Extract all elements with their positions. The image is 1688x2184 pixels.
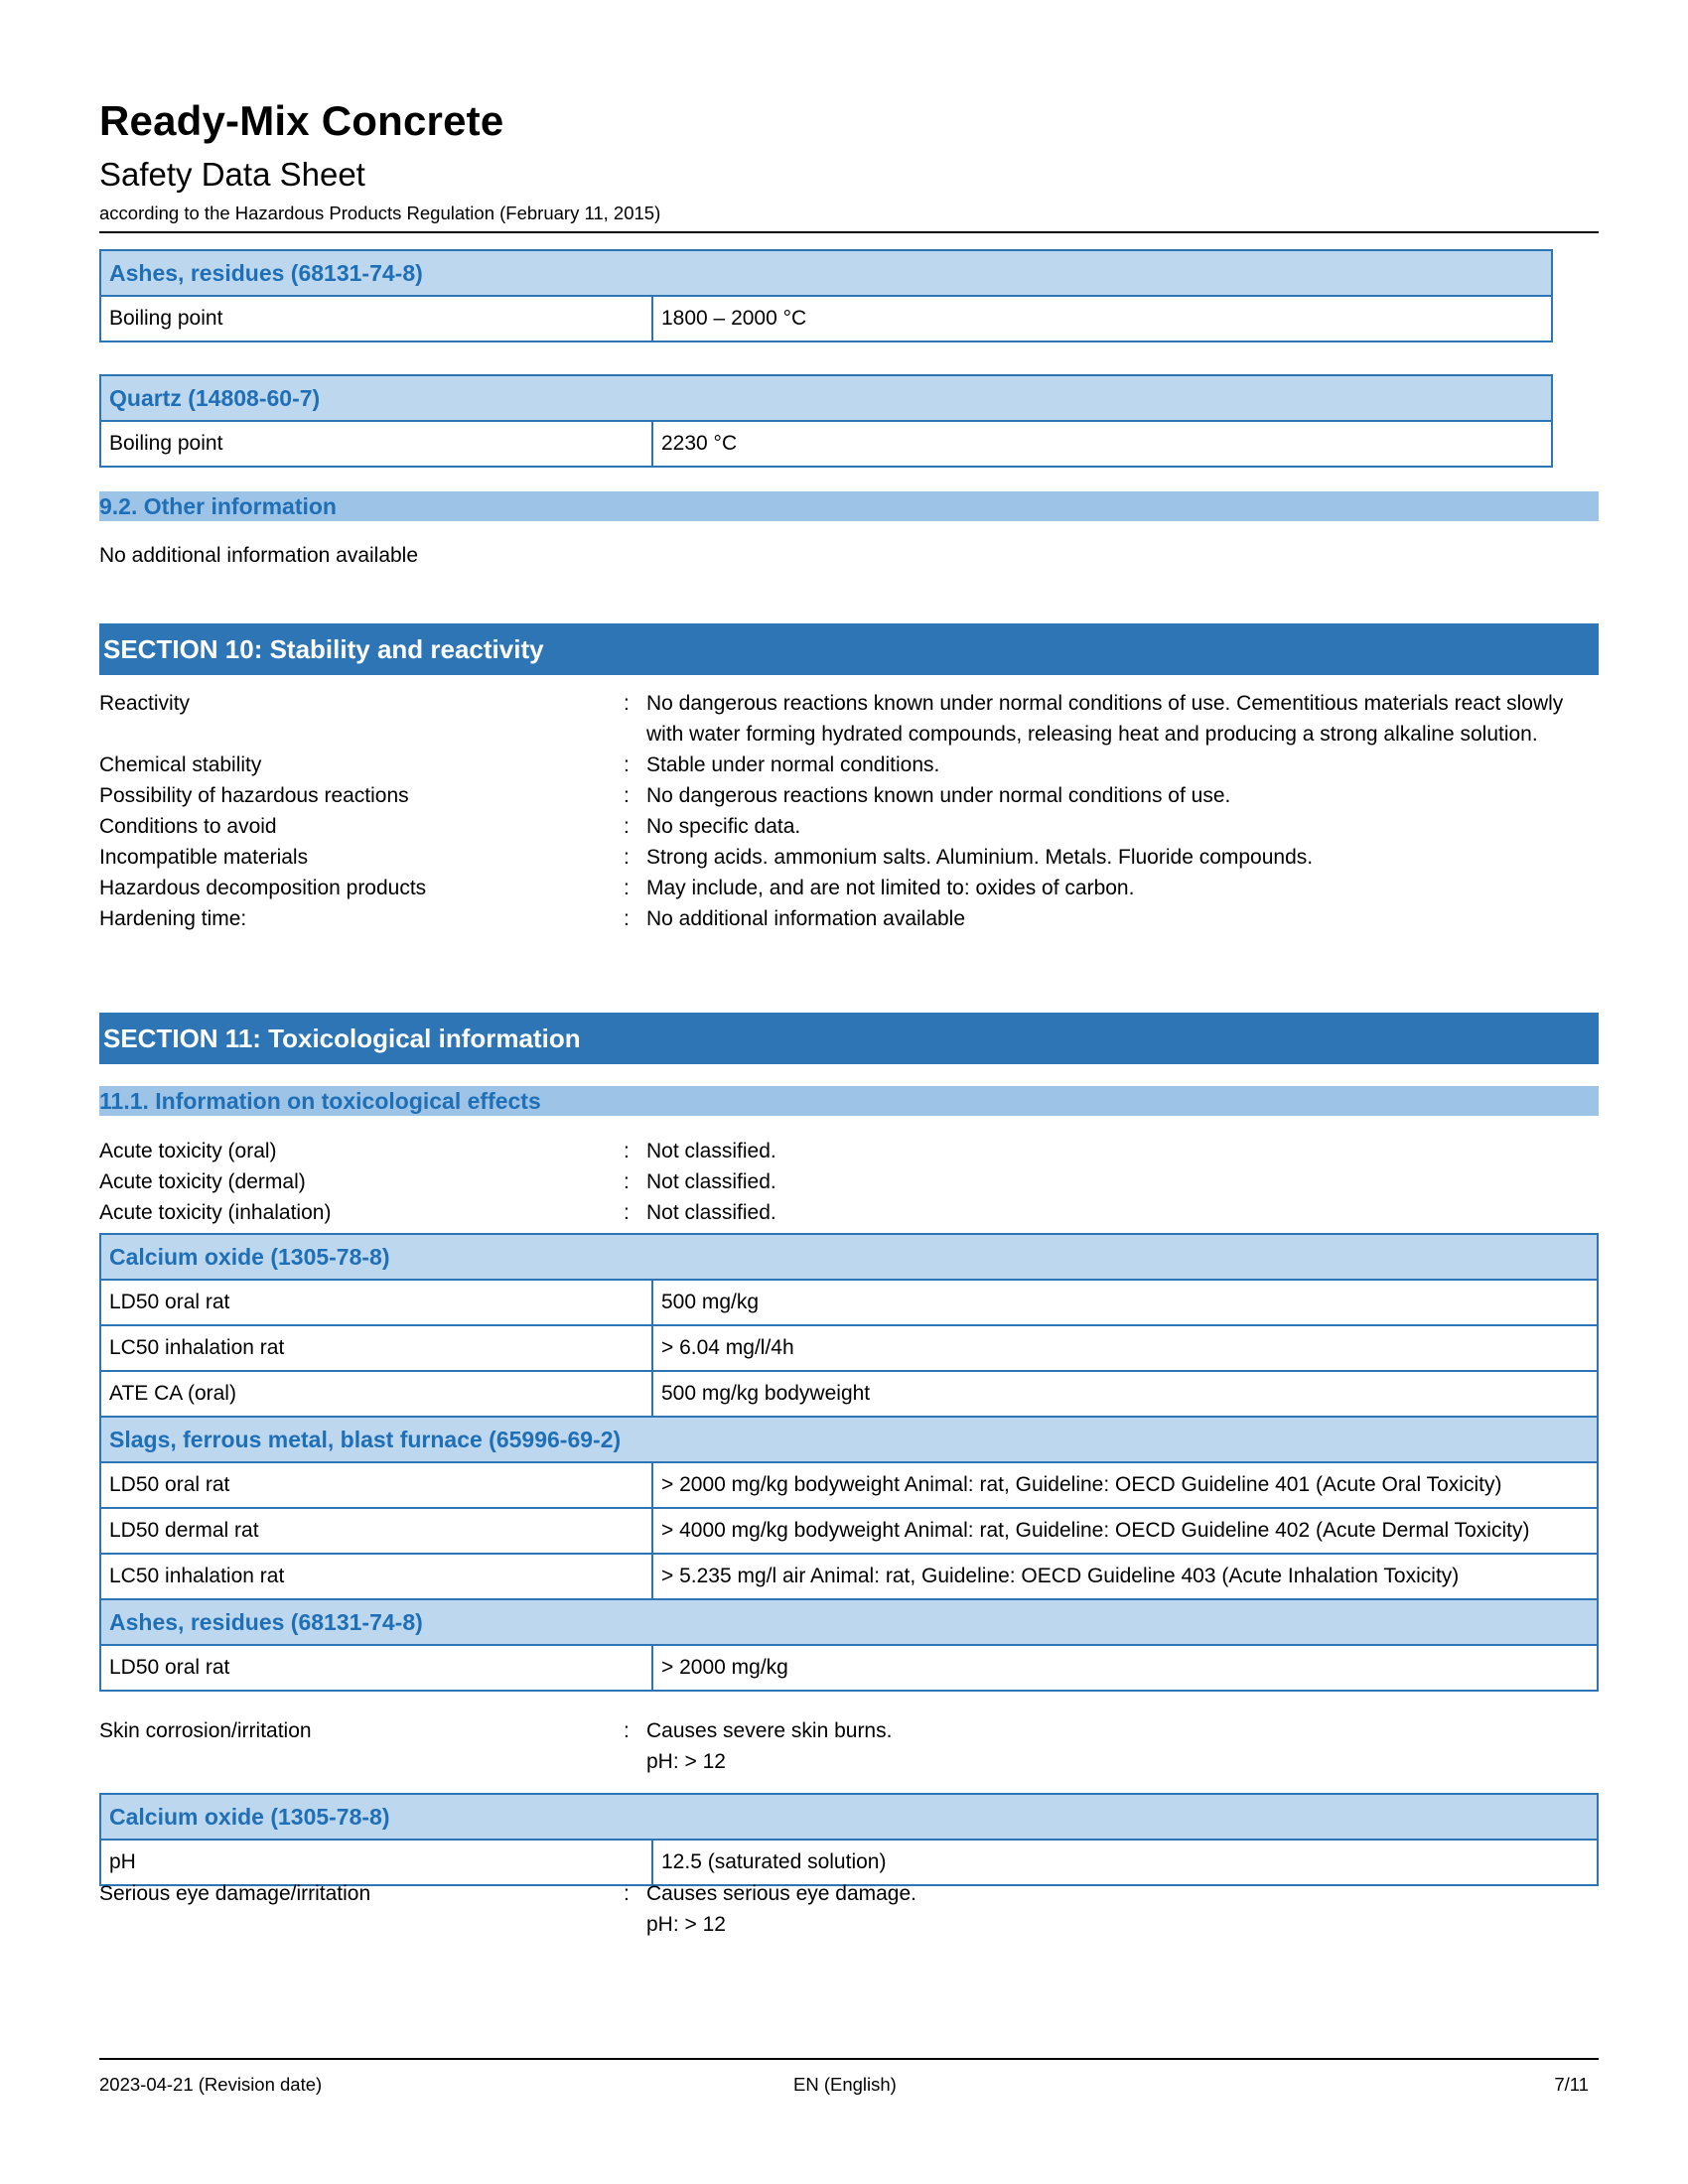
- list-item: Conditions to avoid : No specific data.: [99, 811, 1599, 842]
- table-row: [100, 1280, 1598, 1325]
- table-cell-value: 500 mg/kg: [652, 1280, 1598, 1325]
- quartz-boiling-table: [99, 374, 1553, 468]
- item-label: Acute toxicity (oral): [99, 1140, 277, 1162]
- toxicity-table: [99, 1233, 1599, 1692]
- table-cell-key: LD50 oral rat: [100, 1280, 652, 1325]
- table-header: Calcium oxide (1305-78-8): [100, 1234, 1598, 1280]
- stability-list: [99, 688, 1599, 934]
- item-label: Acute toxicity (dermal): [99, 1170, 306, 1193]
- table-cell-key: ATE CA (oral): [100, 1371, 652, 1417]
- table-cell-value: > 6.04 mg/l/4h: [652, 1325, 1598, 1371]
- item-label: Possibility of hazardous reactions: [99, 784, 409, 807]
- table-cell-value: > 5.235 mg/l air Animal: rat, Guideline: OECD Guideline 403 (Acute Inhalation Toxicity): [652, 1554, 1598, 1599]
- item-label: Chemical stability: [99, 753, 262, 776]
- table-row: [100, 1462, 1598, 1508]
- item-label: Conditions to avoid: [99, 815, 277, 838]
- item-value: No dangerous reactions known under normal conditions of use.: [646, 784, 1231, 807]
- table-cell-key: Boiling point: [100, 421, 652, 467]
- item-label: Reactivity: [99, 692, 191, 715]
- footer-page-number: 7/11: [1554, 2074, 1589, 2095]
- subsection-9-2-heading: 9.2. Other information: [99, 491, 1599, 521]
- item-value: No specific data.: [646, 815, 801, 838]
- document-title: Ready-Mix Concrete: [99, 97, 504, 144]
- table-cell-key: pH: [100, 1840, 652, 1885]
- section-11-heading: SECTION 11: Toxicological information: [99, 1013, 1599, 1064]
- item-value: Not classified.: [646, 1140, 776, 1162]
- regulation-line: according to the Hazardous Products Regulation (February 11, 2015): [99, 203, 661, 223]
- table-row: [100, 421, 1552, 467]
- skin-corrosion-block: [99, 1715, 1599, 1777]
- table-row: [100, 296, 1552, 341]
- header-divider: [99, 231, 1599, 233]
- table-row: [100, 1371, 1598, 1417]
- item-label: Hardening time:: [99, 907, 247, 930]
- item-value: Causes severe skin burns.: [646, 1719, 893, 1742]
- table-cell-key: Boiling point: [100, 296, 652, 341]
- item-ph: pH: > 12: [646, 1913, 726, 1936]
- list-item: Possibility of hazardous reactions : No dangerous reactions known under normal conditions of use.: [99, 780, 1599, 811]
- list-item: Reactivity : No dangerous reactions known under normal conditions of use. Cementitious materials react slowly with water forming hydrated compounds, releasing heat and producing a strong alkaline solution.: [99, 688, 1599, 750]
- section-10-heading: SECTION 10: Stability and reactivity: [99, 623, 1599, 675]
- item-value: Strong acids. ammonium salts. Aluminium. Metals. Fluoride compounds.: [646, 846, 1314, 869]
- table-header: Quartz (14808-60-7): [100, 375, 1552, 421]
- table-cell-key: LC50 inhalation rat: [100, 1554, 652, 1599]
- subsection-11-1-heading: 11.1. Information on toxicological effects: [99, 1086, 1599, 1116]
- list-item: Acute toxicity (oral) : Not classified.: [99, 1136, 1599, 1166]
- table-header: Slags, ferrous metal, blast furnace (65996-69-2): [100, 1417, 1598, 1462]
- table-cell-key: LD50 dermal rat: [100, 1508, 652, 1554]
- table-cell-value: > 4000 mg/kg bodyweight Animal: rat, Guideline: OECD Guideline 402 (Acute Dermal Toxicity): [652, 1508, 1598, 1554]
- footer-divider: [99, 2058, 1599, 2060]
- table-cell-key: LC50 inhalation rat: [100, 1325, 652, 1371]
- item-label: Incompatible materials: [99, 846, 309, 869]
- table-header: Calcium oxide (1305-78-8): [100, 1794, 1598, 1840]
- list-item: Incompatible materials : Strong acids. ammonium salts. Aluminium. Metals. Fluoride compounds.: [99, 842, 1599, 873]
- item-label: Serious eye damage/irritation: [99, 1882, 371, 1905]
- table-row: [100, 1554, 1598, 1599]
- table-row: [100, 1325, 1598, 1371]
- table-cell-value: 500 mg/kg bodyweight: [652, 1371, 1598, 1417]
- table-cell-value: > 2000 mg/kg bodyweight Animal: rat, Guideline: OECD Guideline 401 (Acute Oral Toxicity): [652, 1462, 1598, 1508]
- item-ph: pH: > 12: [646, 1750, 726, 1773]
- table-cell-value: 2230 °C: [652, 421, 1552, 467]
- table-cell-value: 12.5 (saturated solution): [652, 1840, 1598, 1885]
- table-header: Ashes, residues (68131-74-8): [100, 1599, 1598, 1645]
- item-label: Acute toxicity (inhalation): [99, 1201, 332, 1224]
- item-label: Hazardous decomposition products: [99, 877, 427, 899]
- item-value: Not classified.: [646, 1201, 776, 1224]
- table-cell-value: 1800 – 2000 °C: [652, 296, 1552, 341]
- item-value: Stable under normal conditions.: [646, 753, 940, 776]
- eye-damage-block: [99, 1878, 1599, 1940]
- table-row: [100, 1508, 1598, 1554]
- ph-table: [99, 1793, 1599, 1886]
- list-item: Skin corrosion/irritation : Causes severe skin burns.: [99, 1715, 1599, 1746]
- list-item: Acute toxicity (dermal) : Not classified.: [99, 1166, 1599, 1197]
- list-item: Acute toxicity (inhalation) : Not classified.: [99, 1197, 1599, 1228]
- list-item: Hardening time: : No additional information available: [99, 903, 1599, 934]
- item-label: Skin corrosion/irritation: [99, 1719, 312, 1742]
- table-cell-key: LD50 oral rat: [100, 1645, 652, 1691]
- item-value: No additional information available: [646, 907, 966, 930]
- acute-toxicity-list: [99, 1136, 1599, 1228]
- item-value: Causes serious eye damage.: [646, 1882, 916, 1905]
- list-item: Chemical stability : Stable under normal conditions.: [99, 750, 1599, 780]
- table-cell-key: LD50 oral rat: [100, 1462, 652, 1508]
- footer-revision-date: 2023-04-21 (Revision date): [99, 2074, 323, 2095]
- list-item: Serious eye damage/irritation : Causes serious eye damage.: [99, 1878, 1599, 1909]
- ashes-boiling-table: [99, 249, 1553, 342]
- footer-language: EN (English): [793, 2074, 897, 2095]
- list-item: Hazardous decomposition products : May include, and are not limited to: oxides of carbon.: [99, 873, 1599, 903]
- item-value: No dangerous reactions known under normal conditions of use. Cementitious materials react slowly with water forming hydrated compounds, releasing heat and producing a strong alkaline solution.: [646, 692, 1564, 746]
- item-value: Not classified.: [646, 1170, 776, 1193]
- document-subtitle: Safety Data Sheet: [99, 156, 365, 193]
- other-information-text: No additional information available: [99, 544, 419, 567]
- item-value: May include, and are not limited to: oxides of carbon.: [646, 877, 1135, 899]
- table-header: Ashes, residues (68131-74-8): [100, 250, 1552, 296]
- table-row: [100, 1645, 1598, 1691]
- table-cell-value: > 2000 mg/kg: [652, 1645, 1598, 1691]
